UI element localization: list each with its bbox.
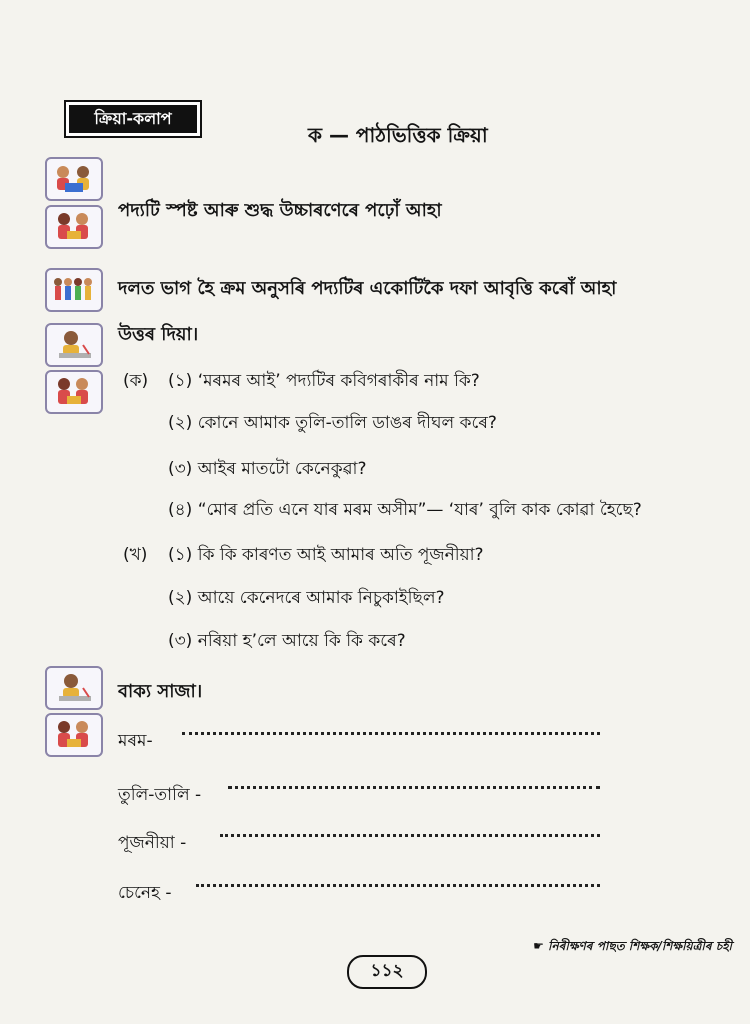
question-kha-1: (১) কি কি কাৰণত আই আমাৰ অতি পূজনীয়া? [168,545,484,565]
question-group-label-ka: (ক) [123,371,149,391]
child-writing-icon [45,666,103,710]
question-ka-3: (৩) আইৰ মাতটো কেনেকুৱা? [168,459,367,479]
instruction-read-aloud: পদ্যটি স্পষ্ট আৰু শুদ্ধ উচ্চাৰণেৰে পঢ়োঁ আহা [118,200,442,221]
answer-blank-3[interactable] [220,834,600,837]
question-kha-2: (২) আয়ে কেনেদৰে আমাক নিচুকাইছিল? [168,588,445,608]
pair-reading-icon [45,205,103,249]
instruction-group-recite: দলত ভাগ হৈ ক্ৰম অনুসৰি পদ্যটিৰ একোটিকৈ দফা আবৃত্তি কৰোঁ আহা [118,278,617,299]
pair-reading-icon [45,713,103,757]
sentence-word-3: পূজনীয়া - [118,833,187,853]
question-group-label-kha: (খ) [123,545,148,565]
answer-blank-2[interactable] [228,786,600,789]
instruction-make-sentences: বাক্য সাজা। [118,681,203,702]
question-ka-1: (১) ‘মৰমৰ আই’ পদ্যটিৰ কবিগৰাকীৰ নাম কি? [168,371,480,391]
question-ka-4: (৪) “মোৰ প্ৰতি এনে যাৰ মৰম অসীম”— ‘যাৰ’ বুলি কাক কোৱা হৈছে? [168,500,642,520]
answer-blank-1[interactable] [182,732,600,735]
answer-blank-4[interactable] [196,884,600,887]
page-number: ১১২ [347,955,427,989]
page-heading: ক — পাঠভিত্তিক ক্ৰিয়া [308,123,488,147]
pair-reading-icon [45,370,103,414]
section-tag: ক্ৰিয়া-কলাপ [64,100,202,138]
child-writing-icon [45,323,103,367]
sentence-word-1: মৰম- [118,731,153,751]
group-of-children-icon [45,268,103,312]
teacher-signature-note: ☛ নিৰীক্ষণৰ পাছত শিক্ষক/শিক্ষয়িত্ৰীৰ চহী [533,939,732,953]
children-reading-icon [45,157,103,201]
question-kha-3: (৩) নৰিয়া হ’লে আয়ে কি কি কৰে? [168,631,406,651]
sentence-word-4: চেনেহ - [118,883,172,903]
instruction-answer: উত্তৰ দিয়া। [118,324,199,345]
sentence-word-2: তুলি-তালি - [118,785,202,805]
question-ka-2: (২) কোনে আমাক তুলি-তালি ডাঙৰ দীঘল কৰে? [168,413,497,433]
